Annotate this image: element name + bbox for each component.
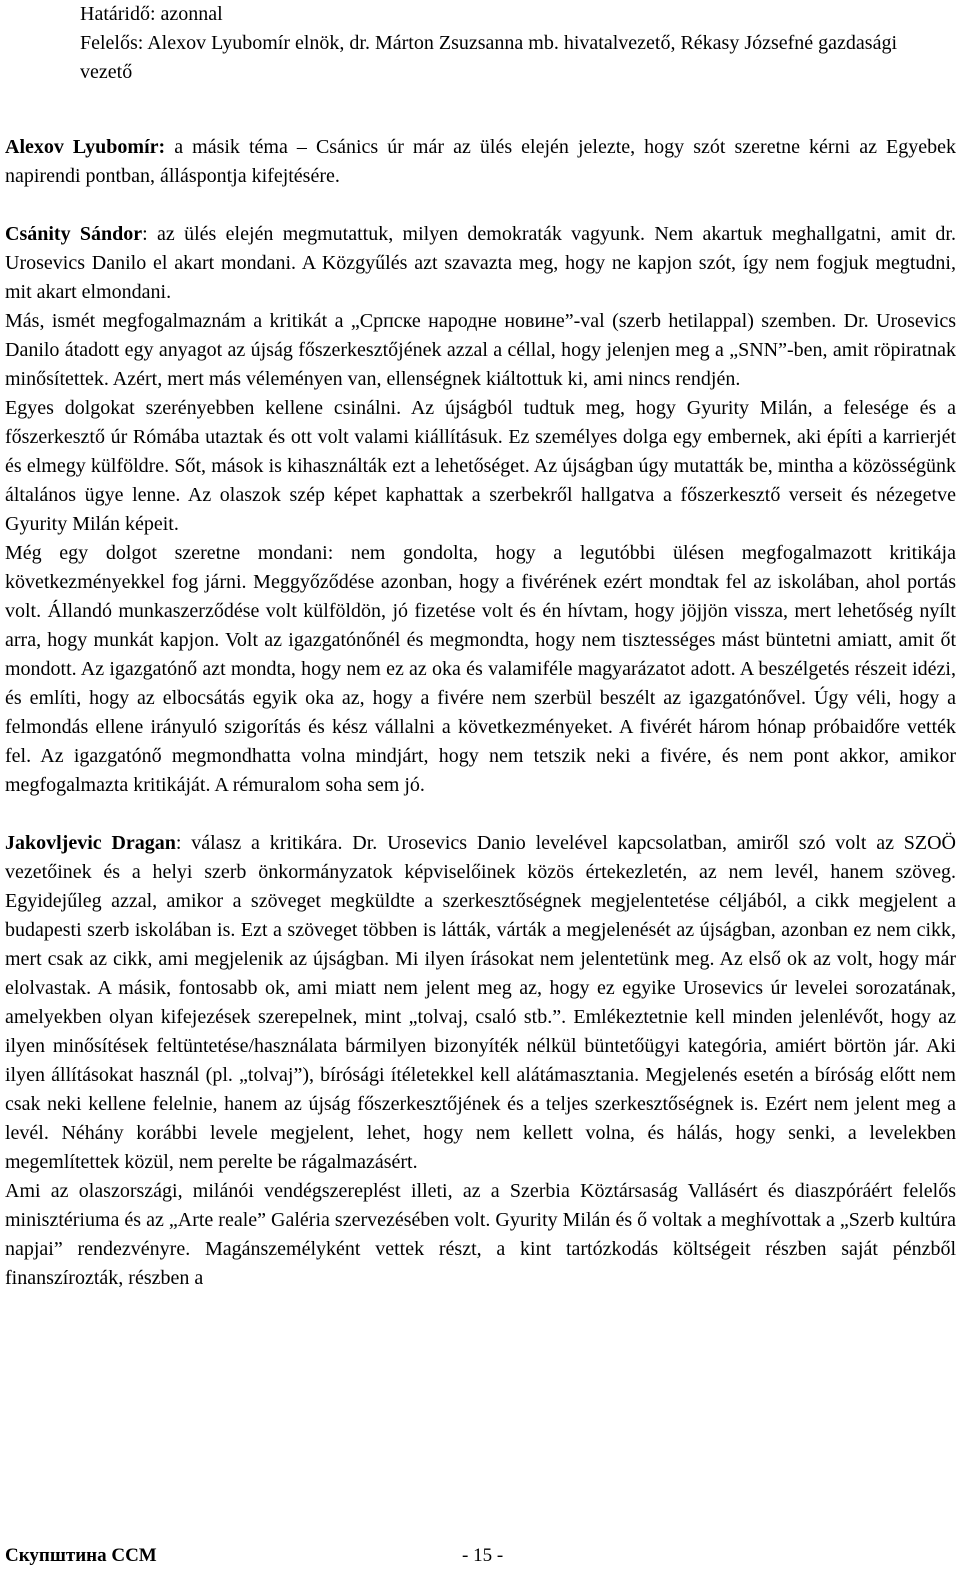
spacer <box>5 116 956 133</box>
paragraph-alexov <box>5 133 956 191</box>
paragraph-jakovljevic-2: Ami az olaszországi, milánói vendégszereplést illeti, az a Szerbia Köztársaság Vallásért és diaszpóráért felelős minisztériuma és az „Arte reale” Galéria szervezésében volt. Gyurity Milán és ő voltak a meghívottak a „Szerb kultúra napjai” rendezvényre. Magánszemélyként vettek részt, a kint tartózkodás költségeit részben saját pénzből finanszírozták, részben a <box>5 1180 956 1289</box>
footer-organization: Скупштина ССМ <box>5 1545 157 1566</box>
task-header <box>5 0 956 87</box>
paragraph-text: a másik téma – Csánics úr már az ülés elején jelezte, hogy szót szeretne kérni az Egyebek napirendi pontban, álláspontja kifejtésére. <box>5 136 956 187</box>
spacer <box>5 191 956 220</box>
speaker-name: Jakovljevic Dragan <box>5 832 176 854</box>
paragraph-text: : válasz a kritikára. Dr. Urosevics Danio levelével kapcsolatban, amiről szó volt az SZOÖ vezetőinek és a helyi szerb önkormányzatok képviselőinek közös értekezletén, az nem levél, hanem szöveg. Egyidejűleg azzal, amikor a szöveget megküldte a szerkesztőségnek megjelentetése céljából, a cikk megjelent a budapesti szerb iskolában is. Ezt a szöveget többen is látták, várták a megjelenését az újságban, azonban ez nem cikk, mert csak az cikk, ami megjelenik az újságban. Mi ilyen írásokat nem jelentetünk meg. Az első ok az volt, hogy már elolvastak. A másik, fontosabb ok, ami miatt nem jelent meg az, hogy ez egyike Urosevics úr levelei sorozatának, amelyekben olyan kifejezések szerepelnek, mint „tolvaj, csaló stb.”. Emlékeztetnie kell minden jelenlévőt, hogy az ilyen minősítések feltüntetése/használata bármilyen bizonyíték nélkül büntetőügyi kategória, amiért börtön jár. Aki ilyen állításokat használ (pl. „tolvaj”), bírósági ítéletekkel kell alátámasztania. Megjelenés esetén a bíróság előtt nem csak neki kellene felelnie, hanem az újság főszerkesztőjének és a teljes szerkesztőségnek is. Ezért nem jelent meg a levél. Néhány korábbi levele megjelent, lehet, hogy nem kellett volna, és hálás, hogy senki, a levelekben megemlítettek közül, nem perelte be rágalmazásért. <box>5 832 956 1173</box>
spacer <box>5 87 956 116</box>
paragraph-text: : az ülés elején megmutattuk, milyen demokraták vagyunk. Nem akartuk meghallgatni, amit dr. Urosevics Danilo el akart mondani. A Közgyűlés azt szavazta meg, hogy ne kapjon szót, így nem fogjuk megtudni, mit akart elmondani. <box>5 223 956 303</box>
paragraph-csanity-2: Más, ismét megfogalmaznám a kritikát a „Српске народне новине”-val (szerb hetilappal) szemben. Dr. Urosevics Danilo átadott egy anyagot az újság főszerkesztőjének azzal a céllal, hogy jelenjen meg a „SNN”-ben, amit röpiratnak minősítettek. Azért, mert más véleményen van, ellenségnek kiáltottuk ki, ami nincs rendjén. <box>5 310 956 390</box>
deadline-line: Határidő: azonnal <box>80 3 223 25</box>
speaker-name: Csánity Sándor <box>5 223 143 245</box>
paragraph-csanity-4: Még egy dolgot szeretne mondani: nem gondolta, hogy a legutóbbi ülésen megfogalmazott kritikája következményekkel fog járni. Meggyőződése azonban, hogy a fivérének ezért mondtak fel az iskolában, ahol portás volt. Állandó munkaszerződése volt külföldön, jó fizetése volt és én hívtam, hogy jöjjön vissza, mert lehetőség nyílt arra, hogy munkát kapjon. Volt az igazgatónőnél és megmondta, hogy nem tisztességes mást büntetni amiatt, amit őt mondott. Az igazgatónő azt mondta, hogy nem ez az oka és valamiféle magyarázatot adott. A beszélgetés részeit idézi, és említi, hogy az elbocsátás egyik oka az, hogy a fivére nem szerbül beszélt az igazgatónővel. Úgy véli, hogy a felmondás ellene irányuló szigorítás és kész vállalni a következményeket. A fivérét három hónap próbaidőre vették fel. Az igazgatónő megmondhatta volna mindjárt, hogy nem tetszik neki a fivére, és nem pont akkor, amikor megfogalmazta kritikáját. A rémuralom soha sem jó. <box>5 542 956 796</box>
page-number: - 15 - <box>462 1545 504 1566</box>
paragraph-jakovljevic-1 <box>5 829 956 1177</box>
paragraph-csanity-1 <box>5 220 956 307</box>
responsible-line: Felelős: Alexov Lyubomír elnök, dr. Márton Zsuzsanna mb. hivatalvezető, Rékasy Józsefné gazdasági vezető <box>80 32 898 83</box>
paragraph-csanity-3: Egyes dolgokat szerényebben kellene csinálni. Az újságból tudtuk meg, hogy Gyurity Milán, a felesége és a főszerkesztő úr Rómába utaztak és ott volt valami kiállításuk. Ez személyes dolga egy embernek, aki építi a karrierjét és elmegy külföldre. Sőt, mások is kihasználták ezt a lehetőséget. Az újságban úgy mutatták be, mintha a közösségünk általános ügye lenne. Az olaszok szép képet kaphattak a szerbekről hallgatva a főszerkesztő verseit és nézegetve Gyurity Milán képeit. <box>5 397 956 535</box>
spacer <box>5 800 956 829</box>
speaker-name: Alexov Lyubomír: <box>5 136 166 158</box>
page-footer <box>5 1542 956 1572</box>
